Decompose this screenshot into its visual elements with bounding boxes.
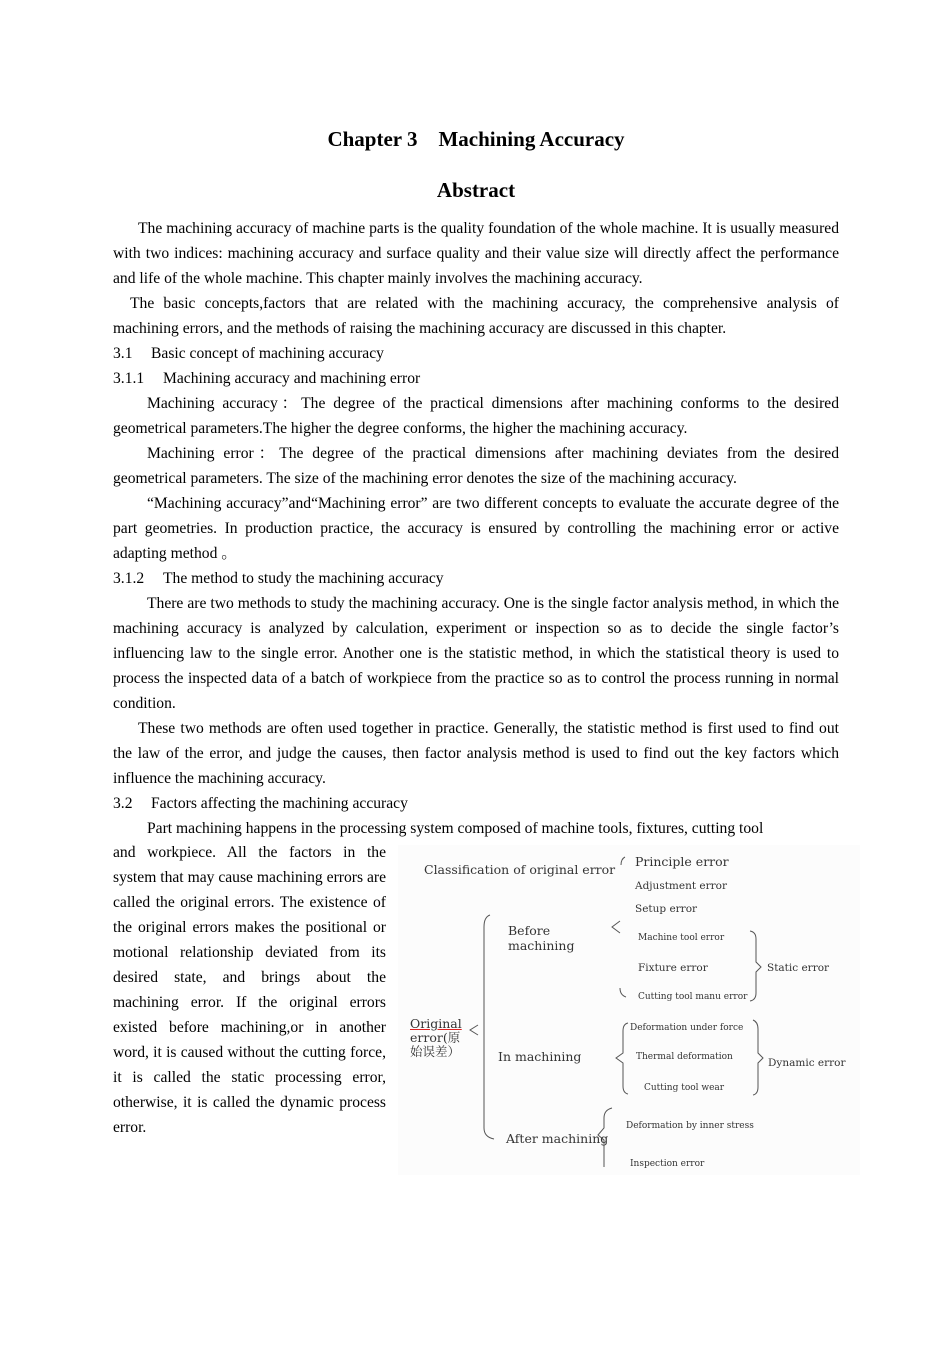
paragraph-definition-accuracy: Machining accuracy：The degree of the practical dimensions after machining conforms to the desired geometrical parameters.The higher the degree conforms, the higher the machining accuracy. (113, 395, 839, 437)
thermal-deformation-label: Thermal deformation (636, 1052, 733, 1062)
stage-brace (484, 915, 494, 1139)
before-label-line2: machining (508, 938, 575, 953)
section-heading-3-1-1 (113, 366, 839, 391)
dynamic-brace (753, 1020, 763, 1095)
chapter-title: Chapter 3 Machining Accuracy (327, 127, 625, 151)
abstract-heading: Abstract (436, 178, 516, 202)
section-title: Factors affecting the machining accuracy (151, 795, 408, 812)
inspection-error-label: Inspection error (630, 1159, 705, 1169)
paragraph-intro: The machining accuracy of machine parts is the quality foundation of the whole machine. It is usually measured with two indices: machining accuracy and surface quality and their value size will directly affect the performance and life of the whole machine. This chapter mainly involves the machining accuracy. (113, 220, 839, 287)
adjustment-error-label: Adjustment error (635, 880, 728, 892)
after-machining-label: After machining (506, 1131, 609, 1146)
section-title: Basic concept of machining accuracy (151, 345, 384, 362)
fixture-error-label: Fixture error (638, 962, 708, 974)
section-number: 3.1.2 (113, 570, 145, 587)
cutting-tool-manu-error-label: Cutting tool manu error (638, 992, 748, 1002)
in-machining-label: In machining (498, 1049, 582, 1064)
paragraph-definition-error: Machining error：The degree of the practical dimensions after machining deviates from the desired geometrical parameters. The size of the machining error denotes the size of the machining accuracy. (113, 445, 839, 487)
paragraph-scope: The basic concepts,factors that are related with the machining accuracy, the comprehensive analysis of machining errors, and the methods of raising the machining accuracy are discussed in this chapter. (113, 295, 839, 337)
dynamic-error-label: Dynamic error (768, 1057, 846, 1069)
in-brace (616, 1023, 628, 1094)
paragraph-factors-wrapped (113, 840, 386, 1140)
section-number: 3.2 (113, 795, 133, 812)
section-heading-3-1-2 (113, 566, 839, 591)
root-label-line2: error(原 (410, 1030, 461, 1045)
deformation-under-force-label: Deformation under force (630, 1023, 744, 1033)
section-heading-3-2 (113, 791, 839, 816)
principle-error-label: Principle error (635, 854, 729, 869)
body-text (113, 216, 839, 841)
section-number: 3.1.1 (113, 370, 145, 387)
paragraph-methods: There are two methods to study the machining accuracy. One is the single factor analysis method, in which the machining accuracy is analyzed by calculation, experiment or inspection so as to decide the single factor’s influencing law to the single error. Another one is the statistic method, in which the statistical theory is used to process the inspected data of a batch of workpiece from the practice so as to control the process running in normal condition. (113, 595, 839, 712)
static-error-label: Static error (767, 962, 830, 974)
root-brace (470, 1025, 478, 1035)
before-label-line1: Before (508, 923, 551, 938)
deformation-inner-stress-label: Deformation by inner stress (626, 1121, 754, 1131)
before-brace-top (612, 921, 620, 933)
paragraph-factors-first-line: Part machining happens in the processing system composed of machine tools, fixtures, cutting tool (147, 820, 764, 837)
before-machining-label (508, 923, 574, 953)
paragraph-concepts: “Machining accuracy”and“Machining error” are two different concepts to evaluate the accurate degree of the part geometries. In production practice, the accuracy is ensured by controlling the machining error or active adapting method 。 (113, 495, 839, 562)
machine-tool-error-label: Machine tool error (638, 933, 725, 943)
paragraph-factors-rest: and workpiece. All the factors in the system that may cause machining errors are called the original errors. The existence of the original errors makes the positional or motional relationship deviated from its desired state, and brings about the machining error. If the original errors existed before machining,or in another word, it is caused without the cutting force, it is called the static processing error, otherwise, it is called the dynamic process error. (113, 844, 386, 1136)
section-title: The method to study the machining accuracy (163, 570, 444, 587)
section-number: 3.1 (113, 345, 133, 362)
root-label (410, 1017, 462, 1059)
root-label-line1: Original (410, 1016, 462, 1031)
static-brace (750, 931, 761, 1001)
paragraph-methods-together: These two methods are often used together in practice. Generally, the statistic method is first used to find out the law of the error, and judge the causes, then factor analysis method is used to find out the key factors which influence the machining accuracy. (113, 720, 839, 787)
setup-error-label: Setup error (635, 903, 698, 915)
root-label-line3: 始误差） (410, 1044, 461, 1059)
original-error-classification-figure (398, 845, 860, 1175)
figure-title: Classification of original error (424, 862, 616, 877)
section-title: Machining accuracy and machining error (163, 370, 421, 387)
section-heading-3-1 (113, 341, 839, 366)
cutting-tool-wear-label: Cutting tool wear (644, 1083, 725, 1093)
